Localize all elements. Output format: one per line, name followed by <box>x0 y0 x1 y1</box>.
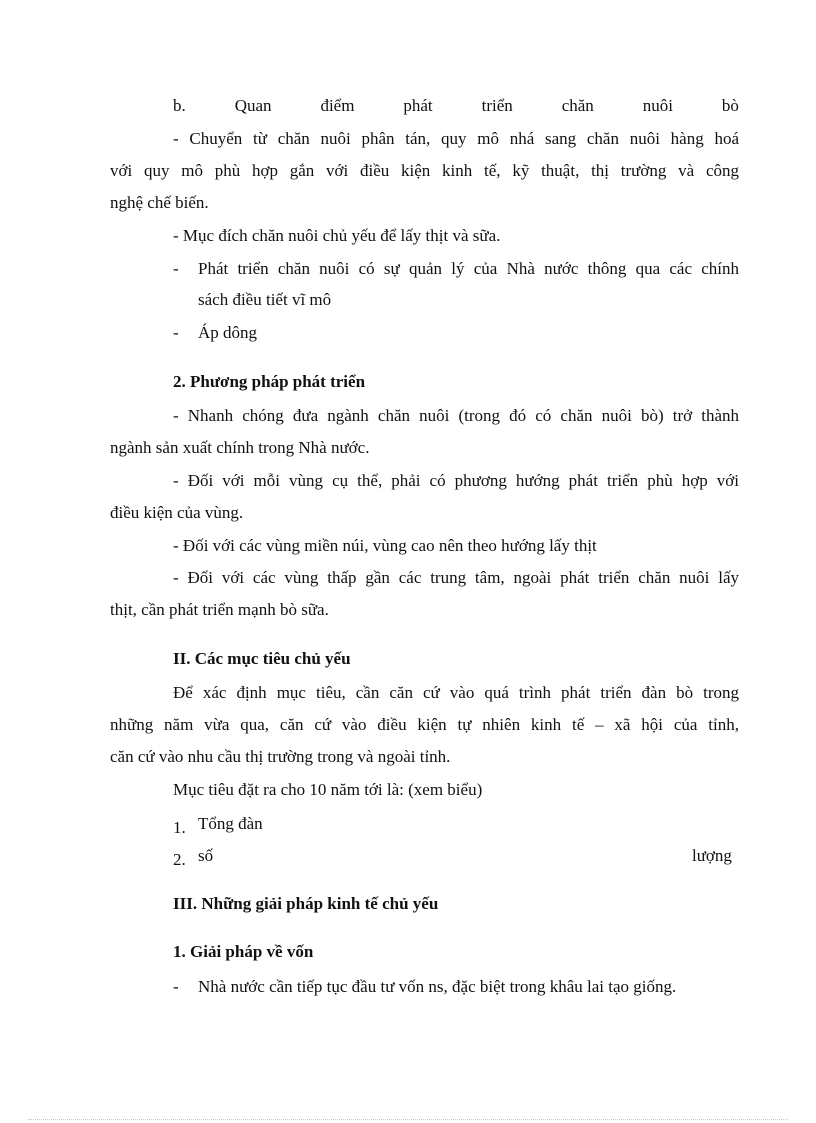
paragraph-line: nghệ chế biến. <box>110 193 209 212</box>
paragraph-line: - Đối với mỗi vùng cụ thể, phải có phương hướng phát triển phù hợp với <box>173 471 739 490</box>
section-heading: III. Những giải pháp kinh tế chủ yếu <box>173 894 439 913</box>
heading-b-word: Quan <box>234 96 272 115</box>
list-item: số <box>198 846 214 865</box>
section-heading: 2. Phương pháp phát triển <box>173 372 366 391</box>
paragraph-line: - Chuyển từ chăn nuôi phân tán, quy mô nhá sang chăn nuôi hàng hoá <box>173 129 739 148</box>
paragraph-line: Để xác định mục tiêu, cần căn cứ vào quá trình phát triển đàn bò trong <box>173 683 739 702</box>
paragraph-line: - Đối với các vùng thấp gần các trung tâm, ngoài phát triển chăn nuôi lấy <box>173 568 739 587</box>
heading-b-word: chăn <box>561 96 594 115</box>
bullet-dash: - <box>173 323 179 342</box>
paragraph-line: - Mục đích chăn nuôi chủ yếu để lấy thịt và sữa. <box>173 226 501 245</box>
subsection-heading: 1. Giải pháp về vốn <box>173 942 314 961</box>
heading-b-word: nuôi <box>642 96 673 115</box>
paragraph-line: căn cứ vào nhu cầu thị trường trong và ngoài tỉnh. <box>110 747 451 766</box>
paragraph-line: với quy mô phù hợp gắn với điều kiện kinh tế, kỹ thuật, thị trường và công <box>110 161 739 180</box>
bullet-item: Áp dông <box>198 323 258 342</box>
paragraph-line: thịt, cần phát triển mạnh bò sữa. <box>110 600 329 619</box>
section-heading: II. Các mục tiêu chủ yếu <box>173 649 351 668</box>
heading-b-word: b. <box>173 96 186 115</box>
page-bottom-dotted-rule <box>28 1119 788 1120</box>
paragraph-line: Mục tiêu đặt ra cho 10 năm tới là: (xem biểu) <box>173 780 483 799</box>
heading-b-word: phát <box>403 96 433 115</box>
heading-b-word: triển <box>481 96 513 115</box>
bullet-dash: - <box>173 259 179 278</box>
list-item: Tổng đàn <box>198 814 263 833</box>
paragraph-line: ngành sản xuất chính trong Nhà nước. <box>110 438 370 457</box>
paragraph-line: điều kiện của vùng. <box>110 503 244 522</box>
heading-b-word: điểm <box>320 96 355 115</box>
paragraph-line: những năm vừa qua, căn cứ vào điều kiện tự nhiên kinh tế – xã hội của tỉnh, <box>110 715 739 734</box>
bullet-item-continued: sách điều tiết vĩ mô <box>198 290 332 309</box>
bullet-item: Nhà nước cần tiếp tục đầu tư vốn ns, đặc biệt trong khâu lai tạo giống. <box>198 977 677 996</box>
heading-b <box>173 95 739 117</box>
list-item-right: lượng <box>692 846 732 865</box>
list-number: 2. <box>173 850 186 869</box>
paragraph-line: - Nhanh chóng đưa ngành chăn nuôi (trong đó có chăn nuôi bò) trở thành <box>173 406 739 425</box>
paragraph-line: - Đối với các vùng miền núi, vùng cao nên theo hướng lấy thịt <box>173 536 597 555</box>
list-number: 1. <box>173 818 186 837</box>
bullet-dash: - <box>173 977 179 996</box>
bullet-item: Phát triển chăn nuôi có sự quản lý của Nhà nước thông qua các chính <box>198 259 739 278</box>
heading-b-word: bò <box>721 96 739 115</box>
